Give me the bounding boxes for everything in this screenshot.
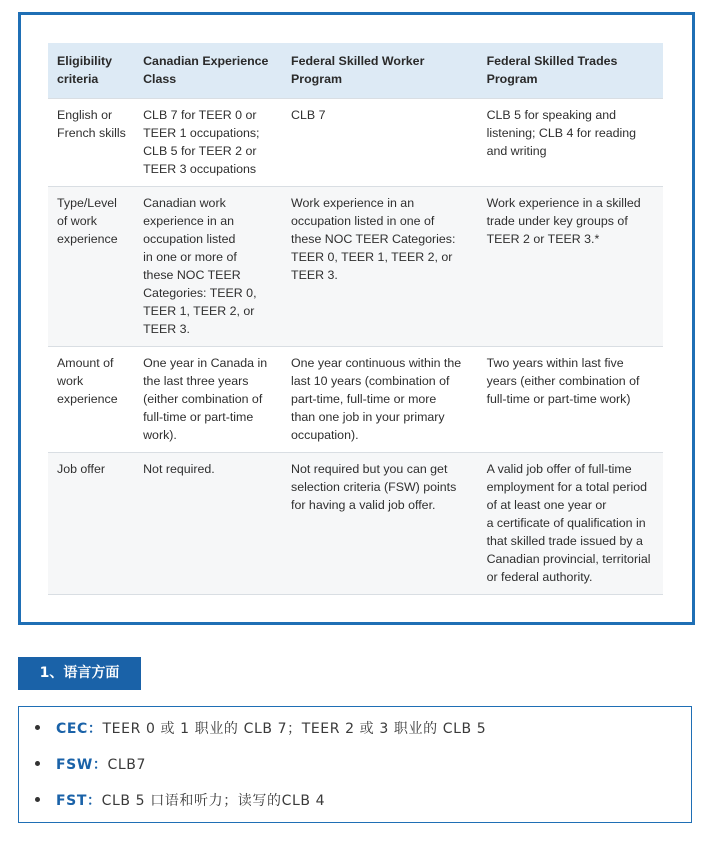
bullet-icon [35, 797, 40, 802]
header-eligibility-criteria: Eligibility criteria [48, 43, 134, 99]
item-key: FST [56, 793, 87, 809]
cell-fst: CLB 5 for speaking and listening; CLB 4 for reading and writing [486, 108, 637, 158]
list-item [35, 719, 486, 739]
eligibility-table [48, 43, 663, 595]
row-label: Amount of work experience [57, 356, 118, 406]
row-label: Job offer [57, 462, 105, 476]
item-text: TEER 0 或 1 职业的 CLB 7；TEER 2 或 3 职业的 CLB 5 [102, 721, 487, 737]
table-header-row [48, 43, 663, 99]
item-separator: ： [87, 721, 103, 737]
table-row [48, 187, 663, 347]
cell-cec: Not required. [143, 462, 215, 476]
header-cec: Canadian Experience Class [134, 43, 282, 99]
cell-fst: A valid job offer of full-time employment for a total period of at least one year or a certificate of qualification in that skilled trade issued by a Canadian provincial, territorial or federal authority. [486, 462, 651, 584]
item-text: CLB7 [107, 757, 146, 773]
cell-fsw: One year continuous within the last 10 years (combination of part-time, full-time or more than one job in your primary occupation). [291, 356, 462, 442]
cell-fsw: CLB 7 [291, 108, 326, 122]
row-label: Type/Level of work experience [57, 196, 118, 246]
cell-fst: Work experience in a skilled trade under key groups of TEER 2 or TEER 3.* [486, 196, 641, 246]
item-separator: ： [87, 793, 102, 809]
header-fsw: Federal Skilled Worker Program [282, 43, 478, 99]
table-row [48, 347, 663, 453]
cell-cec: One year in Canada in the last three years (either combination of full-time or part-time work). [143, 356, 268, 442]
list-item [35, 791, 325, 811]
item-separator: ： [92, 757, 108, 773]
cell-fsw: Work experience in an occupation listed in one of these NOC TEER Categories: TEER 0, TEER 1, TEER 2, or TEER 3. [291, 196, 456, 282]
item-key: CEC [56, 721, 88, 737]
header-fst: Federal Skilled Trades Program [478, 43, 663, 99]
list-item [35, 755, 146, 775]
table-frame [18, 12, 695, 625]
item-key: FSW [56, 757, 93, 773]
item-text: CLB 5 口语和听力；读写的CLB 4 [101, 793, 326, 809]
language-requirements-box [18, 706, 692, 823]
table-row [48, 99, 663, 187]
bullet-icon [35, 725, 40, 730]
cell-fst: Two years within last five years (either combination of full-time or part-time work) [486, 356, 640, 406]
table-row [48, 453, 663, 595]
row-label: English or French skills [57, 108, 126, 140]
cell-cec: CLB 7 for TEER 0 or TEER 1 occupations; CLB 5 for TEER 2 or TEER 3 occupations [143, 108, 260, 176]
cell-cec: Canadian work experience in an occupation listed in one or more of these NOC TEER Categories: TEER 0, TEER 1, TEER 2, or TEER 3. [143, 196, 257, 336]
section-badge: 1、语言方面 [18, 657, 141, 690]
cell-fsw: Not required but you can get selection criteria (FSW) points for having a valid job offer. [291, 462, 457, 512]
bullet-icon [35, 761, 40, 766]
